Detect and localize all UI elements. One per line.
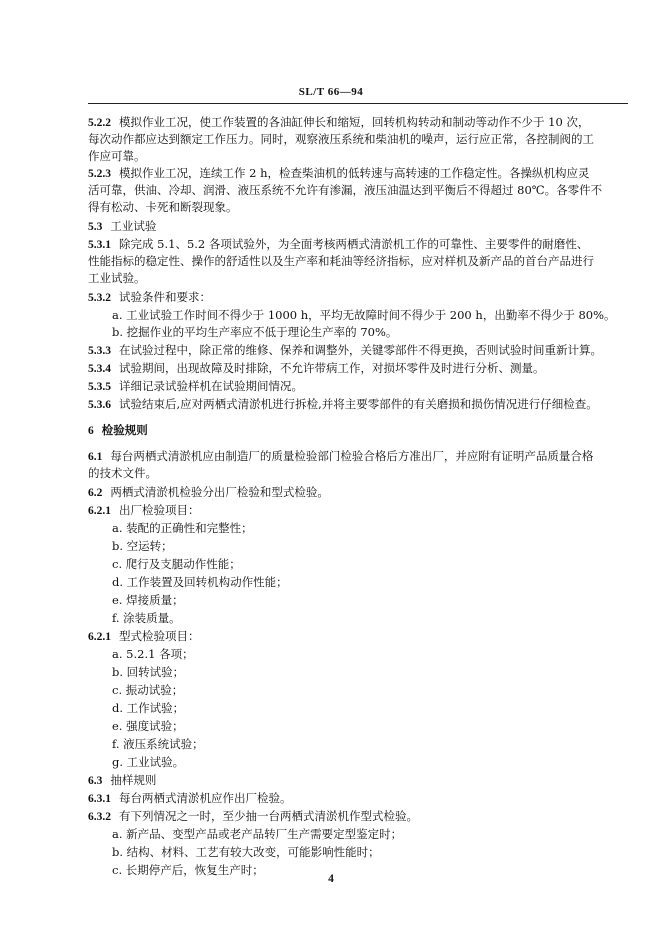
list-item: g. 工业试验。: [112, 755, 185, 769]
clause-text: 除完成 5.1、5.2 各项试验外，为全面考核两栖式清淤机工作的可靠性、主要零件的耐磨性、: [119, 237, 589, 251]
para-5-3-1-line2: 性能指标的稳定性、操作的舒适性以及生产率和耗油等经济指标，应对样机及新产品的首台产品进行: [88, 254, 594, 268]
para-6-2-1: [88, 502, 200, 519]
clause-text: 试验结束后,应对两栖式清淤机进行拆检,并将主要零部件的有关磨损和损伤情况进行仔细检查。: [119, 397, 598, 411]
clause-number: 5.2.3: [88, 168, 111, 180]
clause-text: 模拟作业工况，使工作装置的各油缸伸长和缩短，回转机构转动和制动等动作不少于 10 次，: [119, 115, 590, 129]
list-item: d. 工作试验；: [112, 701, 185, 715]
clause-number: 5.2.2: [88, 117, 111, 129]
para-6-3-1: [88, 790, 292, 807]
list-item: a. 工业试验工作时间不得少于 1000 h，平均无故障时间不得少于 200 h，出勤率不得少于 80%。: [112, 308, 616, 322]
clause-text: 有下列情况之一时，至少抽一台两栖式清淤机作型式检验。: [119, 809, 418, 823]
section-number: 5.3: [88, 221, 103, 233]
list-item: b. 挖掘作业的平均生产率应不低于理论生产率的 70%。: [112, 325, 398, 339]
clause-text: 每台两栖式清淤机应由制造厂的质量检验部门检验合格后方准出厂，并应附有证明产品质量合格: [110, 449, 594, 463]
para-5-2-3-line2: 活可靠，供油、冷却、润滑、液压系统不允许有渗漏，液压油温达到平衡后不得超过 80℃。各零件不: [88, 183, 603, 197]
list-item: a. 新产品、变型产品或老产品转厂生产需要定型鉴定时；: [112, 827, 403, 841]
clause-text: 在试验过程中，除正常的维修、保养和调整外，关键零部件不得更换，否则试验时间重新计算。: [119, 343, 602, 357]
clause-number: 5.3.3: [88, 345, 111, 357]
section-6-heading: [88, 422, 148, 439]
clause-number: 5.3.2: [88, 292, 111, 304]
clause-number: 6.2.1: [88, 505, 111, 517]
clause-number: 5.3.4: [88, 363, 111, 375]
para-5-2-3-line1: [88, 165, 590, 182]
list-item: b. 回转试验；: [112, 665, 185, 679]
clause-text: 模拟作业工况，连续工作 2 h，检查柴油机的低转速与高转速的工作稳定性。各操纵机构应灵: [119, 166, 590, 180]
section-6-3-heading: [88, 772, 156, 789]
clause-number: 5.3.1: [88, 239, 111, 251]
clause-text: 试验条件和要求：: [119, 290, 211, 304]
list-item: f. 液压系统试验；: [112, 737, 204, 751]
para-5-3-6: [88, 396, 598, 413]
standard-code-header: SL/T 66—94: [298, 86, 364, 98]
clause-number: 5.3.6: [88, 399, 111, 411]
section-title: 工业试验: [110, 219, 157, 233]
list-item: e. 强度试验；: [112, 719, 184, 733]
para-5-3-1-line1: [88, 236, 588, 253]
list-item: b. 结构、材料、工艺有较大改变，可能影响性能时；: [112, 845, 380, 859]
clause-text: 详细记录试验样机在试验期间情况。: [119, 379, 303, 393]
para-5-3-5: [88, 378, 303, 395]
section-title: 检验规则: [101, 423, 148, 437]
list-item: c. 长期停产后，恢复生产时；: [112, 863, 264, 877]
para-6-3-2: [88, 808, 418, 825]
section-title: 抽样规则: [110, 773, 157, 787]
list-item: b. 空运转；: [112, 539, 173, 553]
section-number: 6: [88, 425, 94, 437]
para-5-2-2-line2: 每次动作都应达到额定工作压力。同时，观察液压系统和柴油机的噪声，运行应正常，各控制阀的工: [88, 132, 594, 146]
clause-text: 型式检验项目：: [119, 629, 200, 643]
clause-number: 6.3.2: [88, 811, 111, 823]
clause-text: 每台两栖式清淤机应作出厂检验。: [119, 791, 292, 805]
section-number: 6.3: [88, 775, 103, 787]
list-item: c. 爬行及支腿动作性能；: [112, 557, 241, 571]
para-5-3-2: [88, 289, 211, 306]
list-item: a. 5.2.1 各项；: [112, 647, 194, 661]
list-item: c. 振动试验；: [112, 683, 184, 697]
list-item: a. 装配的正确性和完整性；: [112, 521, 253, 535]
para-5-2-2-line3: 作应可靠。: [88, 149, 146, 163]
para-5-3-3: [88, 342, 602, 359]
para-6-2-type-test: [88, 628, 200, 645]
clause-text: 两栖式清淤机检验分出厂检验和型式检验。: [110, 485, 329, 499]
list-item: e. 焊接质量；: [112, 593, 184, 607]
para-6-2: [88, 484, 329, 501]
para-5-2-3-line3: 得有松动、卡死和断裂现象。: [88, 200, 238, 214]
section-5-3-heading: [88, 218, 156, 235]
clause-number: 6.2.1: [88, 631, 111, 643]
para-6-1-line1: [88, 448, 593, 465]
page-number: 4: [328, 873, 334, 885]
clause-number: 5.3.5: [88, 381, 111, 393]
para-5-2-2-line1: [88, 114, 589, 131]
list-item: f. 涂装质量。: [112, 611, 181, 625]
clause-text: 出厂检验项目：: [119, 503, 200, 517]
header-rule: [88, 103, 628, 104]
clause-number: 6.2: [88, 487, 103, 499]
clause-number: 6.3.1: [88, 793, 111, 805]
para-6-1-line2: 的技术文件。: [88, 466, 157, 480]
para-5-3-1-line3: 工业试验。: [88, 271, 146, 285]
list-item: d. 工作装置及回转机构动作性能；: [112, 575, 288, 589]
clause-text: 试验期间，出现故障及时排除，不允许带病工作，对损坏零件及时进行分析、测量。: [119, 361, 545, 375]
clause-number: 6.1: [88, 451, 103, 463]
para-5-3-4: [88, 360, 545, 377]
